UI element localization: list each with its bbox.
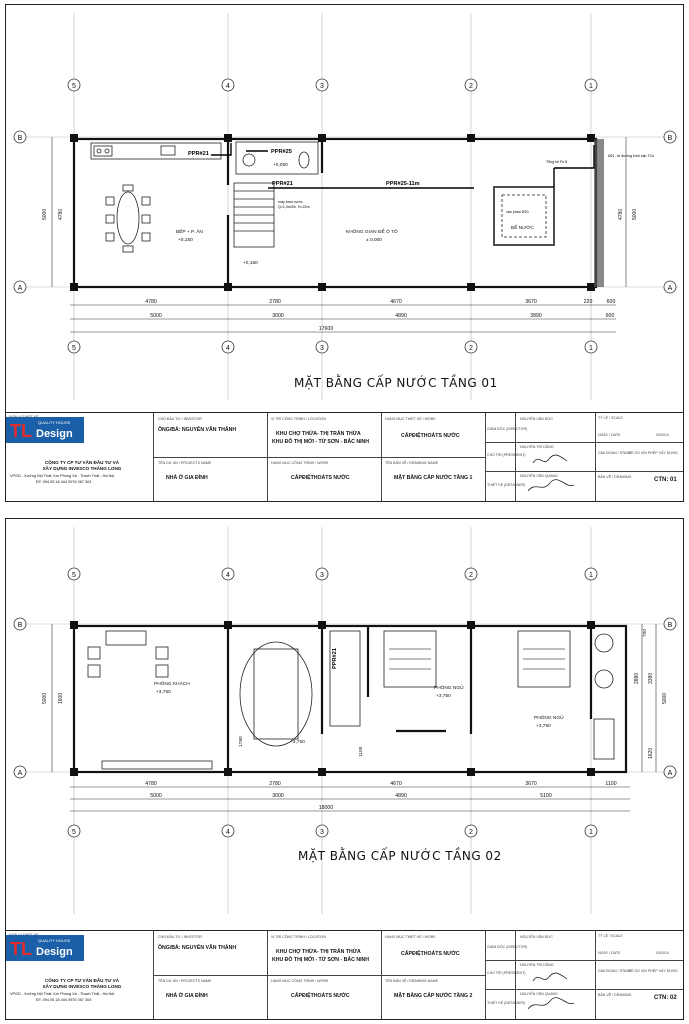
room-level-bedroom-2: +3,750	[536, 724, 551, 729]
level-mark-2-3: 1100	[359, 746, 364, 757]
axis-3-bottom-2: 3	[320, 829, 324, 836]
room-level-garage: ± 0,000	[366, 238, 382, 243]
location-line-2-b: KHU ĐÔ THỊ MỚI - TỪ SƠN - BẮC NINH	[272, 957, 370, 963]
drawing-code-label-b: BẢN VẼ / DRAWING	[598, 993, 632, 997]
company-address: VPGD - Xưởng Nội Thất: Km Phùng Xá - Thạch Thất - Hà Nội	[10, 474, 115, 478]
dim2-mid-4: 5100	[540, 793, 552, 799]
signature-2	[526, 479, 576, 495]
company-name-2: XÂY DỰNG INVESCO THĂNG LONG	[42, 466, 122, 471]
dim2-top-4: 3670	[525, 781, 537, 787]
dim2-top-3: 4670	[390, 781, 402, 787]
floor-plan-2	[6, 519, 684, 933]
date-value: 03/2014	[656, 433, 669, 437]
svg-text:Design: Design	[36, 428, 73, 440]
project-name-b: NHÀ Ở GIA ĐÌNH	[166, 993, 208, 999]
drawing-name-b: MẶT BẰNG CẤP NƯỚC TẦNG 2	[394, 993, 473, 999]
stage-value-b: HỒ SƠ XIN PHÉP XÂY DỰNG	[628, 969, 678, 973]
side-dim-left: 5000	[42, 208, 48, 220]
company-phone: ĐT: 094 05 18 444 0976 067 303	[36, 480, 92, 484]
role-director: GIÁM ĐỐC (DIRECTOR)	[487, 427, 528, 431]
name-president: NGUYỄN TRÍ DŨNG	[520, 445, 554, 449]
axis-1-top-2: 1	[589, 572, 593, 579]
axis-b-left-2: B	[17, 622, 23, 629]
dim-mid-4: 3890	[530, 313, 542, 319]
level-mark-1: +0,150	[243, 261, 258, 266]
dim2-mid-3: 4890	[395, 793, 407, 799]
company-name: CÔNG TY CP TƯ VẤN ĐẦU TƯ VÀ	[44, 460, 120, 465]
location-line-2: KHU ĐÔ THỊ MỚI - TỪ SƠN - BẮC NINH	[272, 439, 370, 445]
axis-b-right: B	[667, 135, 673, 142]
dim-total: 17600	[318, 326, 334, 332]
location-line-1-b: KHU CHỢ THỪA- THỊ TRẤN THỪA	[276, 949, 361, 955]
drawing-label: TÊN BẢN VẼ / DRAWING NAME	[385, 461, 438, 465]
axis-2-bottom-2: 2	[469, 829, 473, 836]
pipe-label-2: PPR#25	[271, 149, 292, 155]
side2-dim-2: 1600	[58, 692, 64, 704]
drawing-label-b: TÊN BẢN VẼ / DRAWING NAME	[385, 979, 438, 983]
project-label: TÊN DỰ ÁN / PROJECTS NAME	[158, 461, 212, 465]
company-logo	[6, 413, 84, 447]
room-name-kitchen: BẾP + P. ĂN	[176, 230, 203, 235]
note-5: Q=1,0m3/h, H=22m	[278, 205, 310, 209]
axis-5-top-2: 5	[72, 572, 76, 579]
owner-name-b: ÔNG/BÀ: NGUYỄN VĂN THÀNH	[158, 945, 237, 951]
project-name: NHÀ Ở GIA ĐÌNH	[166, 475, 208, 481]
dim-mid-5: 600	[605, 313, 615, 319]
axis-1-bottom-2: 1	[589, 829, 593, 836]
note-3: ván phao Ø20	[506, 210, 529, 214]
title-block-2	[6, 930, 683, 1019]
dim2-total: 18000	[318, 805, 334, 811]
axis-1-top: 1	[589, 83, 593, 90]
side2-dim-3: 2880	[634, 672, 640, 684]
dim-top-5: 220	[583, 299, 593, 305]
name-designer-b: NGUYỄN VĂN QUANG	[520, 992, 558, 996]
item-label-b: HẠNG MỤC CÔNG TRÌNH / WORK	[271, 979, 329, 983]
axis-a-left-2: A	[17, 770, 23, 777]
svg-text:QUALITY HOUSE: QUALITY HOUSE	[38, 938, 71, 943]
item-name: CẤPĐIỆTHOÁTS NƯỚC	[291, 475, 350, 481]
axis-5-bottom-2: 5	[72, 829, 76, 836]
sheet-number-b: CTN: 02	[654, 995, 677, 1001]
axis-a-right-2: A	[667, 770, 673, 777]
side-dim-left-2: 4780	[58, 208, 64, 220]
dim2-mid-2: 3000	[272, 793, 284, 799]
level-mark-2-2: 1780	[239, 736, 244, 747]
sheet-title-1: MẶT BẰNG CẤP NƯỚC TẦNG 01	[294, 376, 498, 390]
work-name-b: CẤPĐIỆTHOÁTS NƯỚC	[401, 951, 460, 957]
side-dim-right-2: 5000	[632, 208, 638, 220]
axis-4-top-2: 4	[226, 572, 230, 579]
side2-dim-6: 1620	[648, 747, 654, 759]
pipe-label-1: PPR#21	[188, 151, 209, 157]
axis-4-top: 4	[226, 83, 230, 90]
signature-2-b	[526, 997, 576, 1013]
stage-label-b: GIAI ĐOẠN / STAGE	[598, 969, 632, 973]
dim-top-4: 3670	[525, 299, 537, 305]
work-label: HẠNG MỤC THIẾT KẾ / WORK	[385, 417, 436, 421]
owner-label: CHỦ ĐẦU TƯ / INVESTOR	[158, 417, 202, 421]
note-2: Ø21, từ đường kính cấp TCn	[608, 154, 655, 158]
dim-top-2: 2780	[269, 299, 281, 305]
room-name-tank: BỂ NƯỚC	[511, 226, 534, 231]
date-label-b: NGÀY / DATE	[598, 951, 621, 955]
axis-2-bottom: 2	[469, 345, 473, 352]
dim-mid-1: 5000	[150, 313, 162, 319]
location-label-b: VỊ TRÍ CÔNG TRÌNH / LOCATION	[271, 935, 326, 939]
room-name-living: PHÒNG KHÁCH	[154, 682, 190, 687]
dim-top-1: 4780	[145, 299, 157, 305]
company-logo-2	[6, 931, 84, 965]
axis-a-right: A	[667, 285, 673, 292]
owner-name: ÔNG/BÀ: NGUYỄN VĂN THÀNH	[158, 427, 237, 433]
axis-2-top-2: 2	[469, 572, 473, 579]
pipe-label-3: PPR#21	[272, 181, 293, 187]
drawing-name: MẶT BẰNG CẤP NƯỚC TẦNG 1	[394, 475, 473, 481]
note-1: Tổng kè Fe 8	[546, 160, 568, 164]
role-president-b: CHỦ TRÌ (PRESIDENT)	[487, 971, 526, 975]
room-level-bedroom-1: +3,750	[436, 694, 451, 699]
date-label: NGÀY / DATE	[598, 433, 621, 437]
signature-1-b	[531, 971, 571, 985]
axis-5-bottom: 5	[72, 345, 76, 352]
project-label-b: TÊN DỰ ÁN / PROJECTS NAME	[158, 979, 212, 983]
side2-dim-5: 5000	[662, 692, 668, 704]
company-address-b: VPGD - Xưởng Nội Thất: Km Phùng Xá - Thạch Thất - Hà Nội	[10, 992, 115, 996]
side2-dim-1: 5000	[42, 692, 48, 704]
scale-label: TỶ LỆ / SCALE	[598, 416, 623, 420]
axis-5-top: 5	[72, 83, 76, 90]
axis-4-bottom-2: 4	[226, 829, 230, 836]
name-director: NGUYỄN VĂN ĐỨC	[520, 417, 554, 421]
room-level-kitchen: +0,150	[178, 238, 193, 243]
room-name-bedroom-1: PHÒNG NGỦ	[434, 686, 464, 691]
axis-b-left: B	[17, 135, 23, 142]
drawing-sheet-2	[5, 518, 684, 1020]
company-name-2-b: XÂY DỰNG INVESCO THĂNG LONG	[42, 984, 122, 989]
name-director-b: NGUYỄN VĂN ĐỨC	[520, 935, 554, 939]
axis-b-right-2: B	[667, 622, 673, 629]
svg-text:TL: TL	[10, 421, 32, 441]
dim2-top-5: 1100	[605, 781, 617, 787]
drawing-code-label: BẢN VẼ / DRAWING	[598, 475, 632, 479]
name-designer: NGUYỄN VĂN QUANG	[520, 474, 558, 478]
work-name: CẤPĐIỆTHOÁTS NƯỚC	[401, 433, 460, 439]
location-label: VỊ TRÍ CÔNG TRÌNH / LOCATION	[271, 417, 326, 421]
role-director-b: GIÁM ĐỐC (DIRECTOR)	[487, 945, 528, 949]
axis-3-top: 3	[320, 83, 324, 90]
dim2-mid-1: 5000	[150, 793, 162, 799]
room-level-living: +3,750	[156, 690, 171, 695]
company-name-b: CÔNG TY CP TƯ VẤN ĐẦU TƯ VÀ	[44, 978, 120, 983]
owner-label-b: CHỦ ĐẦU TƯ / INVESTOR	[158, 935, 202, 939]
title-block-1	[6, 412, 683, 501]
date-value-b: 03/2014	[656, 951, 669, 955]
stage-value: HỒ SƠ XIN PHÉP XÂY DỰNG	[628, 451, 678, 455]
axis-1-bottom: 1	[589, 345, 593, 352]
svg-text:Design: Design	[36, 946, 73, 958]
note-4: máy bơm nước	[278, 200, 303, 204]
side-dim-right: 4780	[618, 208, 624, 220]
role-designer-b: THIẾT KẾ (DESIGNER)	[487, 1001, 526, 1005]
floor-plan-1	[6, 5, 684, 415]
dim-top-3: 4670	[390, 299, 402, 305]
dim2-top-2: 2780	[269, 781, 281, 787]
signature-1	[531, 453, 571, 467]
dim-mid-3: 4890	[395, 313, 407, 319]
side2-dim-4: 3380	[648, 672, 654, 684]
level-mark-2-4: 700	[643, 628, 648, 637]
svg-text:QUALITY HOUSE: QUALITY HOUSE	[38, 420, 71, 425]
sheet-title-2: MẶT BẰNG CẤP NƯỚC TẦNG 02	[298, 849, 502, 863]
sheet-number: CTN: 01	[654, 477, 677, 483]
level-mark-2: +0,050	[273, 163, 288, 168]
work-label-b: HẠNG MỤC THIẾT KẾ / WORK	[385, 935, 436, 939]
name-president-b: NGUYỄN TRÍ DŨNG	[520, 963, 554, 967]
axis-a-left: A	[17, 285, 23, 292]
role-designer: THIẾT KẾ (DESIGNER)	[487, 483, 526, 487]
svg-text:TL: TL	[10, 939, 32, 959]
item-name-b: CẤPĐIỆTHOÁTS NƯỚC	[291, 993, 350, 999]
scale-label-b: TỶ LỆ / SCALE	[598, 934, 623, 938]
company-phone-b: ĐT: 094 05 18 444 0976 067 303	[36, 998, 92, 1002]
axis-2-top: 2	[469, 83, 473, 90]
pipe-label-4: PPR#25-11m	[386, 181, 420, 187]
item-label: HẠNG MỤC CÔNG TRÌNH / WORK	[271, 461, 329, 465]
drawing-sheet-1	[5, 4, 684, 502]
axis-3-top-2: 3	[320, 572, 324, 579]
room-name-garage: KHÔNG GIAN ĐỂ Ô TÔ	[346, 230, 398, 235]
pipe-label-2-1: PPR#21	[332, 648, 338, 669]
room-name-bedroom-2: PHÒNG NGỦ	[534, 716, 564, 721]
axis-3-bottom: 3	[320, 345, 324, 352]
dim-top-6: 600	[606, 299, 616, 305]
dim2-top-1: 4780	[145, 781, 157, 787]
location-line-1: KHU CHỢ THỪA- THỊ TRẤN THỪA	[276, 431, 361, 437]
level-mark-2-1: +3,750	[290, 740, 305, 745]
axis-4-bottom: 4	[226, 345, 230, 352]
role-president: CHỦ TRÌ (PRESIDENT)	[487, 453, 526, 457]
dim-mid-2: 3000	[272, 313, 284, 319]
stage-label: GIAI ĐOẠN / STAGE	[598, 451, 632, 455]
